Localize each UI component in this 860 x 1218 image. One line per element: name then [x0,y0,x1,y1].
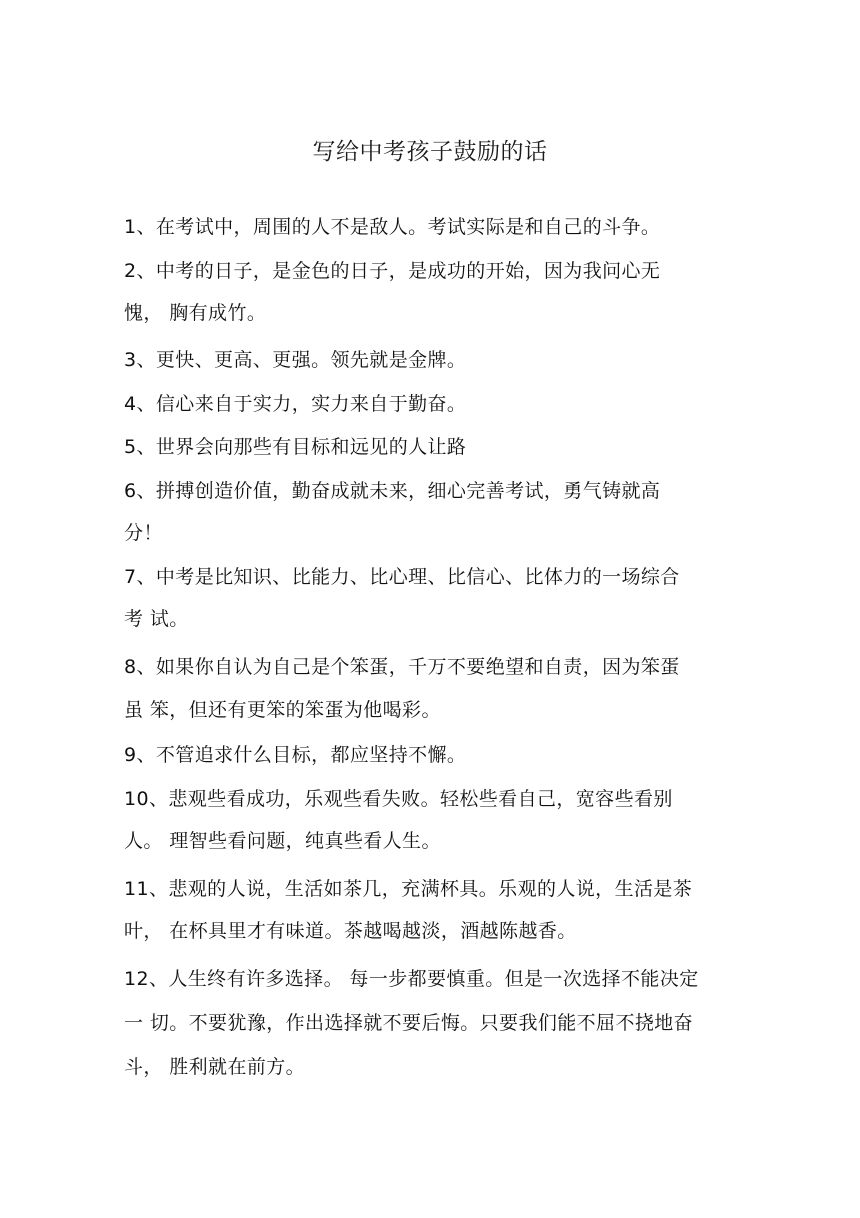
paragraph-line: 12、人生终有许多选择。 每一步都要慎重。但是一次选择不能决定 [124,968,699,990]
document-title: 写给中考孩子鼓励的话 [312,139,548,165]
paragraph-line: 7、中考是比知识、比能力、比心理、比信心、比体力的一场综合 [124,566,680,588]
paragraph-line: 人。 理智些看问题，纯真些看人生。 [124,830,441,852]
paragraph-line: 3、更快、更高、更强。领先就是金牌。 [124,349,467,371]
paragraph-line: 叶， 在杯具里才有味道。茶越喝越淡，酒越陈越香。 [124,920,577,942]
paragraph-line: 6、拼搏创造价值，勤奋成就未来，细心完善考试，勇气铸就高 [124,480,661,502]
paragraph-line: 1、在考试中，周围的人不是敌人。考试实际是和自己的斗争。 [124,216,661,238]
paragraph-line: 11、悲观的人说，生活如茶几，充满杯具。乐观的人说，生活是茶 [124,878,693,900]
paragraph-line: 10、悲观些看成功，乐观些看失败。轻松些看自己，宽容些看别 [124,788,673,810]
paragraph-line: 虽 笨，但还有更笨的笨蛋为他喝彩。 [124,699,441,721]
paragraph-line: 9、不管追求什么目标，都应坚持不懈。 [124,744,467,766]
paragraph-line: 分！ [124,522,163,544]
paragraph-line: 8、如果你自认为自己是个笨蛋，千万不要绝望和自责，因为笨蛋 [124,656,680,678]
paragraph-line: 斗， 胜利就在前方。 [124,1056,306,1078]
paragraph-line: 愧， 胸有成竹。 [124,302,267,324]
paragraph-line: 2、中考的日子，是金色的日子，是成功的开始，因为我问心无 [124,260,661,282]
paragraph-line: 一 切。不要犹豫，作出选择就不要后悔。只要我们能不屈不挠地奋 [124,1012,694,1034]
paragraph-line: 考 试。 [124,608,189,630]
paragraph-line: 4、信心来自于实力，实力来自于勤奋。 [124,393,467,415]
paragraph-line: 5、世界会向那些有目标和远见的人让路 [124,436,467,458]
